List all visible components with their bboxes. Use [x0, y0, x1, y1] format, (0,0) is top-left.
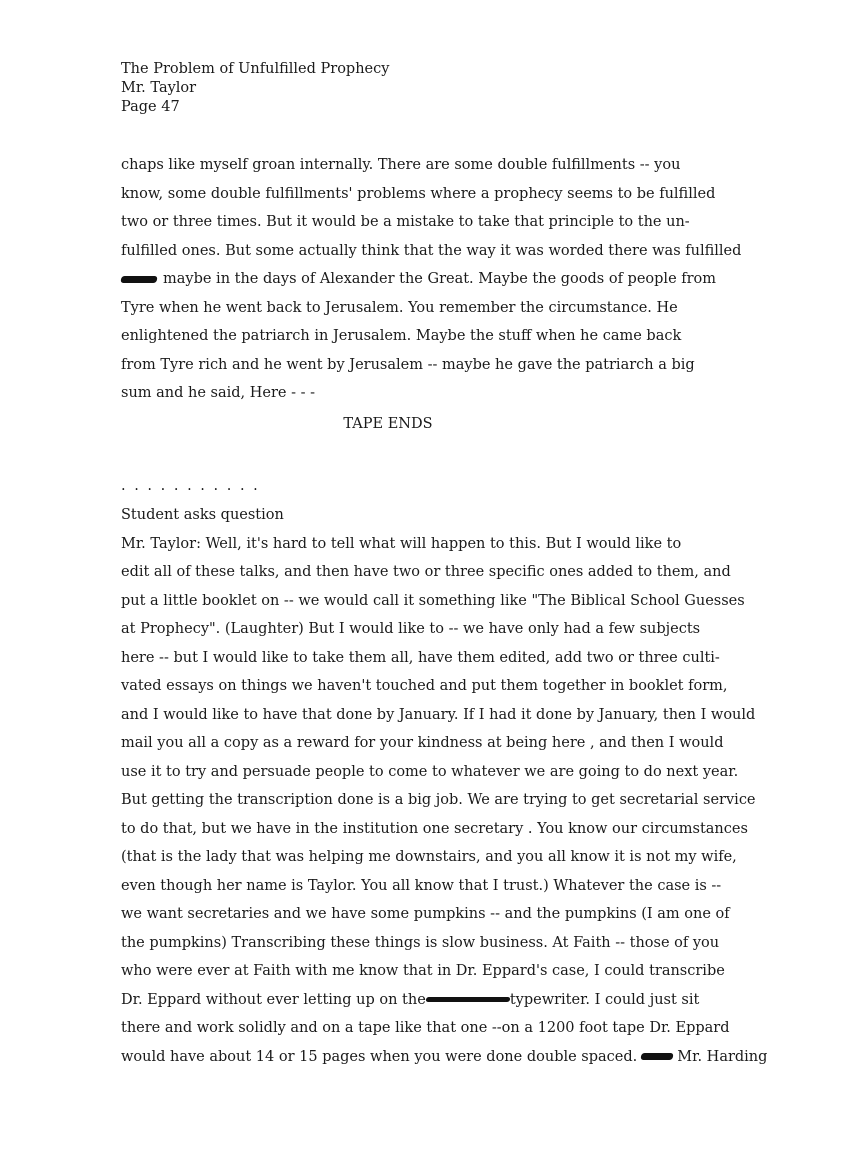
text-line: fulfilled ones. But some actually think that the way it was worded there was fulfilled: [121, 242, 742, 259]
redaction-mark: [425, 997, 510, 1002]
text-line-tail: typewriter. I could just sit: [509, 991, 700, 1008]
redaction-mark: [120, 276, 157, 283]
text-line: Tyre when he went back to Jerusalem. You remember the circumstance. He: [121, 299, 678, 316]
text-line: put a little booklet on -- we would call it something like "The Biblical School Guesses: [121, 592, 745, 609]
tape-ends-label: TAPE ENDS: [343, 416, 433, 432]
speaker-name: Mr. Taylor: [121, 80, 197, 96]
text-line-content: would have about 14 or 15 pages when you were done double spaced.: [121, 1048, 638, 1065]
text-line: [121, 265, 821, 294]
text-line: chaps like myself groan internally. There are some double fulfillments -- you: [121, 157, 681, 173]
text-line: enlightened the patriarch in Jerusalem. Maybe the stuff when he came back: [121, 328, 682, 344]
text-line: we want secretaries and we have some pumpkins -- and the pumpkins (I am one of: [121, 906, 730, 922]
text-line: sum and he said, Here - - -: [121, 385, 316, 401]
page-number: Page 47: [121, 99, 180, 115]
tape-ends-marker: [0, 416, 850, 432]
text-line-tail: Mr. Harding: [677, 1048, 768, 1065]
text-line: the pumpkins) Transcribing these things is slow business. At Faith -- those of you: [121, 934, 720, 951]
text-line: two or three times. But it would be a mistake to take that principle to the un-: [121, 214, 690, 230]
section-label: Student asks question: [121, 507, 284, 523]
text-line: use it to try and persuade people to come to whatever we are going to do next year.: [121, 763, 739, 780]
text-line: But getting the transcription done is a big job. We are trying to get secretarial service: [121, 792, 756, 808]
text-line: vated essays on things we haven't touched and put them together in booklet form,: [121, 678, 728, 694]
redaction-mark: [641, 1053, 674, 1060]
section-divider-dots: . . . . . . . . . . .: [121, 478, 260, 494]
text-line: mail you all a copy as a reward for your kindness at being here , and then I would: [121, 735, 724, 751]
text-line: Mr. Taylor: Well, it's hard to tell what will happen to this. But I would like to: [121, 535, 682, 552]
text-line: even though her name is Taylor. You all know that I trust.) Whatever the case is --: [121, 877, 722, 894]
text-line: from Tyre rich and he went by Jerusalem -- maybe he gave the patriarch a big: [121, 356, 695, 373]
text-line: edit all of these talks, and then have two or three specific ones added to them, and: [121, 564, 731, 580]
text-line: [121, 1043, 821, 1072]
text-line-content: Dr. Eppard without ever letting up on the: [121, 991, 426, 1008]
text-line: [121, 986, 821, 1015]
transcript-block-2: [121, 501, 821, 1071]
text-line-content: maybe in the days of Alexander the Great. Maybe the goods of people from: [163, 271, 717, 287]
text-line: to do that, but we have in the institution one secretary . You know our circumstances: [121, 820, 748, 837]
text-line: who were ever at Faith with me know that in Dr. Eppard's case, I could transcribe: [121, 963, 725, 979]
text-line: at Prophecy". (Laughter) But I would like to -- we have only had a few subjects: [121, 621, 701, 637]
text-line: and I would like to have that done by January. If I had it done by January, then I would: [121, 706, 756, 723]
document-title: The Problem of Unfulfilled Prophecy: [121, 61, 390, 77]
text-line: know, some double fulfillments' problems where a prophecy seems to be fulfilled: [121, 185, 716, 202]
document-header: [121, 60, 389, 117]
text-line: here -- but I would like to take them all, have them edited, add two or three culti-: [121, 649, 720, 666]
transcript-block-1: [121, 151, 821, 408]
text-line: there and work solidly and on a tape like that one --on a 1200 foot tape Dr. Eppard: [121, 1020, 730, 1036]
text-line: (that is the lady that was helping me downstairs, and you all know it is not my wife,: [121, 849, 737, 865]
